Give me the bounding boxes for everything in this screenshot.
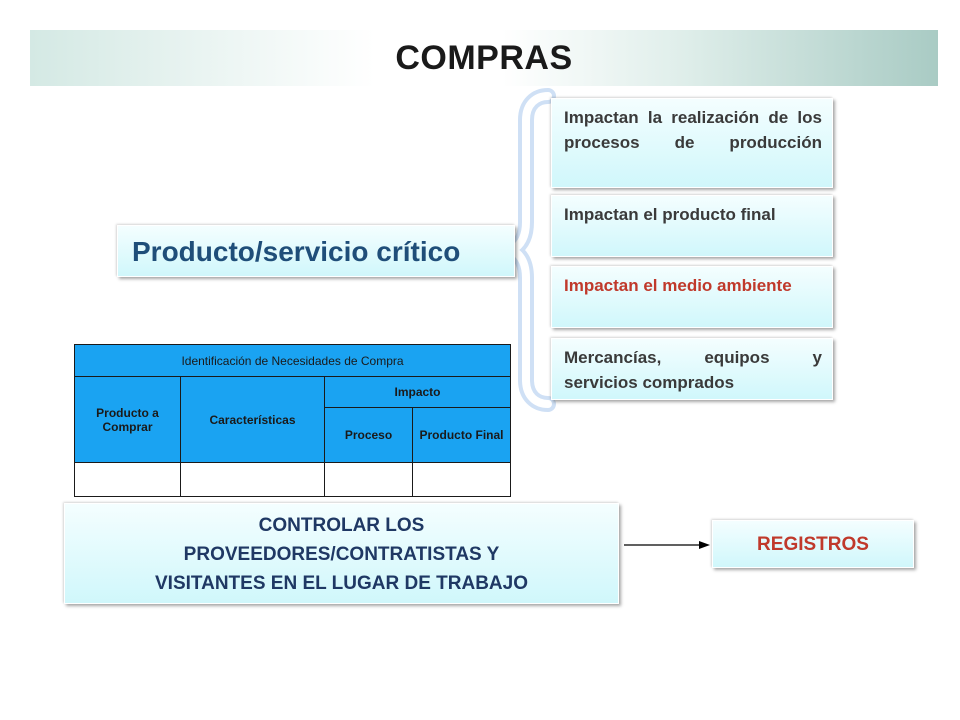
critical-product-label: Producto/servicio crítico: [132, 236, 461, 267]
purchase-needs-table: [74, 344, 511, 497]
impact-text-processes: Impactan la realización de los procesos de producción: [564, 108, 822, 152]
table-cell: [325, 463, 413, 497]
control-line: VISITANTES EN EL LUGAR DE TRABAJO: [155, 573, 528, 594]
impact-box-processes: [551, 98, 833, 188]
table-row: [75, 463, 511, 497]
impact-text-goods: Mercancías, equipos y servicios comprados: [564, 348, 822, 392]
col-header-impact: Impacto: [325, 377, 511, 408]
arrow-head-icon: [699, 541, 710, 549]
impact-box-final-product: [551, 195, 833, 257]
page-title: COMPRAS: [395, 39, 573, 77]
impact-box-goods: [551, 338, 833, 400]
records-label: REGISTROS: [757, 534, 869, 555]
control-line: PROVEEDORES/CONTRATISTAS Y: [183, 544, 500, 565]
col-header-final-product: Producto Final: [413, 408, 511, 463]
impact-box-environment: [551, 266, 833, 328]
brace-connector-inner: [512, 96, 548, 404]
col-header-process: Proceso: [325, 408, 413, 463]
col-header-features: Características: [181, 377, 325, 463]
impact-text-final-product: Impactan el producto final: [564, 205, 776, 224]
col-header-product: Producto a Comprar: [75, 377, 181, 463]
impact-text-environment: Impactan el medio ambiente: [564, 276, 792, 295]
table-cell: [413, 463, 511, 497]
table-cell: [181, 463, 325, 497]
control-line: CONTROLAR LOS: [258, 515, 425, 536]
control-suppliers-box: [64, 503, 619, 604]
critical-product-box: [117, 225, 515, 277]
table-caption: Identificación de Necesidades de Compra: [75, 345, 511, 377]
records-box: [712, 520, 914, 568]
table-cell: [75, 463, 181, 497]
